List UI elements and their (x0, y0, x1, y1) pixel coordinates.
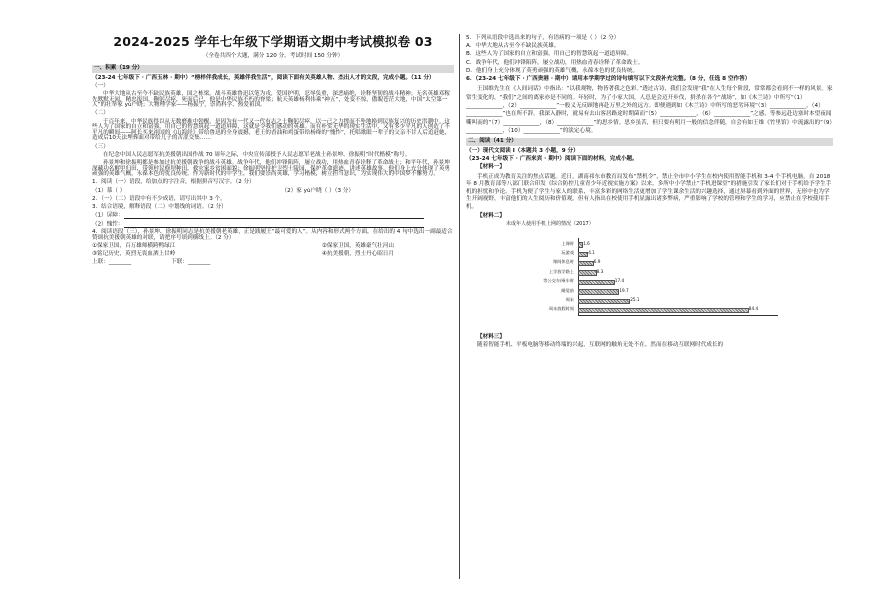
passage-1-label: （一） (92, 82, 109, 89)
chart-value-label: 6.9 (593, 259, 601, 265)
chart-bar (578, 308, 749, 313)
q1-blank-b[interactable]: （2）家 yù户晓（ ）（3 分） (281, 187, 354, 194)
q5-option-b[interactable]: B．这些人为了国家的自立和富强，用自己的智慧筑起一道道屏障。 (466, 51, 633, 58)
left-column (92, 36, 454, 269)
q3a-label: （1）屏障： (92, 212, 124, 219)
q4-upper-couplet[interactable]: 上联：________ (92, 259, 132, 266)
section-heading-accumulation: 一、积累（19 分） (92, 65, 454, 73)
material-1-label: 【材料一】 (477, 164, 505, 171)
q3a-answer-line[interactable] (124, 213, 424, 219)
page-title: 2024-2025 学年七年级下学期语文期中考试模拟卷 03 (113, 34, 433, 49)
chart-bar (578, 270, 597, 275)
q4-answer-row (92, 260, 454, 266)
chart-category-label: 睡觉前 (561, 287, 574, 293)
chart-bar (578, 280, 615, 285)
passage-3b: 孙景坤和徐振明都是参加过抗美援朝战争的战斗英雄。战争年代，他们冲锋陷阵，屡立战功，用热血青春诠释了革命战士；和平年代，孙景坤深藏功名解甲归田，带领村民修坝种田，救灾家乡贫困面貌；徐振明坚持护卫烈士陵园，保护革命遗迹，讲述英雄故事。他们身上充分体现了英勇顽强的英雄气概，永葆本色的优良传统。作为新时代的中学生，我们要崇尚英雄，学习楷模，树立担当意识，为实现伟大的中国梦不懈努力。 (92, 159, 451, 178)
question-intro: （23-24 七年级下 · 广西玉林 · 期中）“榜样伴我成长，英雄伴我生活”，阅读下面有关英雄人物、杰出人才的文段，完成小题。（11 分） (92, 74, 435, 81)
q4-options-row2 (92, 252, 454, 258)
question-3: 3．结合语境，解释语段（二）中划线的词语。（2 分） (92, 203, 227, 210)
q1-blank-a[interactable]: （1）慕（ ） (92, 187, 126, 194)
passage-2: 千百年来，中华民族得以从无数磨难中勃醒，是因为有一代又一代有志之士鞠躬尽瘁，以一己之力撑而不坠地换到民族复兴的历史洪潮中。这些人为了国家的自立和富强，用自己的智慧筑起一道道屏障，这就是令我们感动的英雄。而在朴实无华的现实生活中，又有多少平凡的人创造了不平凡的瞬间——阿长买来祖国的《山海经》带给鲁迅的全身震撼，老王的香油和鸡蛋带给杨绛的“愧怍”，托唱歌眼一辈子的父亲不甘人后追赶她，造成后10天法埋葬面对带给儿子的苦涩交集…… (92, 118, 451, 142)
chart-category-label: 上学放学路上 (548, 268, 574, 274)
q4-option-3: ③铭记历史，英烈无畏血洒上甘岭 (92, 251, 176, 258)
chart-category-label: 课间休息时 (553, 259, 574, 265)
chart-category-label: 周末放假时间 (548, 306, 574, 312)
chart-title: 未成年人使用手机上网的情况（2017） (506, 221, 594, 228)
chart-value-label: 84.4 (748, 306, 759, 312)
passage-3a: 在纪念中国人民志愿军抗美援朝出国作战 70 周年之际，中央宣传部授予人民志愿军老战士孙景坤、徐振明“时代楷模”称号。 (103, 151, 411, 158)
passage-3-label: （三） (92, 143, 109, 150)
question-4: 4．阅读语段（三），孙景坤、徐振明同志是抗美援朝老英雄，正是践履王“最可爱的人”。从内容和形式两个方面，在给出的 4 句中选出一副最适合赞颂抗美援朝英雄的对联，请把序号填到横线上。（2 分） (92, 229, 453, 241)
q5-option-a[interactable]: A．中华大地从古至今不缺民族英雄。 (466, 43, 560, 50)
passage-2-label: （二） (92, 110, 109, 117)
chart-bar (578, 261, 594, 266)
reading-part-1-intro: （23-24 七年级下 · 广西来宾 · 期中）阅读下面的材料，完成小题。 (466, 156, 638, 163)
chart-y-axis (578, 238, 579, 316)
question-1: 1．阅读（一）语段，给加点的字注音，根据拼音写汉字。（2 分） (92, 179, 255, 186)
chart-value-label: 19.7 (619, 287, 629, 293)
material-2-label: 【材料二】 (477, 212, 505, 219)
usage-bar-chart (506, 222, 786, 332)
chart-value-label: 17.4 (614, 278, 625, 284)
chart-category-label: 玩游戏 (561, 250, 574, 256)
right-column (466, 36, 833, 352)
chart-value-label: 4.1 (588, 250, 595, 256)
q4-option-2: ②保家卫国，英雄豪气壮河山 (321, 243, 394, 250)
question-6: 6．（23-24 七年级下 · 广西贵港 · 期中）请用本学期学过的诗句填写以下文段补充完整。（8 分，任选 8 空作答） (466, 75, 751, 82)
q3-item-a[interactable] (92, 213, 454, 219)
question-2: 2．（一）（二）语段中有不少成语，请写出其中 3 个。 (92, 195, 226, 202)
chart-value-label: 8.3 (596, 268, 604, 274)
question-5: 5．下列从语段中选出来的句子，有语病的一项是（ ）（2 分） (466, 35, 620, 41)
q4-option-1: ①保家卫国，百万雄师横跨鸭绿江 (92, 243, 176, 250)
q3b-label: （2）愧怍： (92, 221, 124, 228)
chart-bar (578, 289, 619, 294)
q3-item-b[interactable] (92, 222, 454, 228)
chart-value-label: 25.1 (630, 297, 640, 303)
question-6-text: 王国维先生在《人间词话》中指出：“以我观物，物皆著我之色彩。”透过古诗，我们会发现“我”在人生每个阶段，常常都会看到不一样的风景。家常生变化的，“我们”之间的离家亦是不同的。年轻时，为了小家大国，人总是会迈开步伐，拼杀在各个“战场”，如《木兰诗》中所写“（1）_____________，（2）_____________”一般义无反顾地再赴万里之外的远方。即便遇到如《木兰诗》中所写的恶劣环境“（3）_____________，（4）_____________”也在所不辞。我深入静时，就易有去山客居路途时期菌而“（5）_____________，（6）_____________”之感，等参远赴边塞时本望夜闻嘶叫而的“（7）_____________，（8）_____________”的思乡情。思乡虽苦，但只要有明月一般的信念伴随，自会有如王维《竹里馆》中流露出的“（9）_____________，（10）_____________”的淡定心境。 (466, 86, 833, 135)
section-heading-reading: 二、阅读（41 分） (466, 138, 833, 146)
reading-part-1: （一）现代文阅读 I（本题共 3 小题，9 分） (466, 148, 579, 155)
chart-category-label: 周末 (565, 297, 574, 303)
q3b-answer-line[interactable] (124, 222, 424, 228)
material-1-text: 手机正成为教育关注的焦点话题。近日，湖南祁东市教育局发布“禁机令”，禁止全市中小学生在校内使用智能手机和 3-4 个手机电脑。自 2018 年 8 月教育部等八部门联合印发《综合防控儿童青少年近视实施方案》以来，多所中小学禁止“手机进课堂”的措施引发了家长们对于手机给予学生手机的担忧和争论。手机为便了学生与家人的联系，丰富多彩的网络生活更增加了学生课余生活的兴趣选择，通过屏幕看到外面的世界，无形中也为学生开阔视野，丰富他们的人生阅历和价值观。但有人指出在校使用手机显露出诸多弊病，严重影响了学校的管理和学生的学习，应禁止在学校使用手机。 (466, 173, 832, 210)
q4-option-4: ④抗美援朝，烈士丹心昭日月 (321, 251, 394, 258)
exam-info: （全卷共四个大题，满分 120 分，考试时间 150 分钟） (202, 52, 344, 59)
chart-category-label: 上课时 (561, 240, 574, 246)
column-divider (459, 34, 460, 579)
q5-option-c[interactable]: C．战争年代，他们冲锋陷阵，屡立战功，用热血青春诠释了革命战士。 (466, 59, 644, 66)
q4-lower-couplet[interactable]: 下联：________ (171, 259, 211, 266)
chart-bar (578, 299, 630, 304)
material-3-label: 【材料三】 (477, 334, 505, 341)
chart-x-axis (578, 315, 778, 316)
material-3-text: 随着智能手机、平板电脑等移动终端的兴起，互联网的触角无处不在。然而在移动互联网时代成长的 (477, 342, 724, 349)
chart-category-label: 等公交车/乘车时 (543, 278, 574, 284)
q4-options-row1 (92, 244, 454, 250)
chart-value-label: 1.6 (583, 240, 590, 246)
passage-1: 中华大地从古至今不缺民族英雄，国之栋梁。战斗英雄鲁迅以笔为戎，爱国护明，忍辱负重，深恶痛绝，诠释坚韧的战斗精神；无名英雄邓稼先默默无闻，精忠报国，鞠躬尽瘁，死而后已，他是中华民族不朽的脊梁；航天英雄杨利伟乘“神五”，处变不惊，傲睨苍茫大地，中国“太空第一人”的壮举家 yù户晓；大物理学家——杨振宁，崇尚科学、热爱祖国。 (92, 91, 450, 109)
q5-option-d[interactable]: D．他们身上充分体现了英勇顽强的英雄气概，永葆本色的优良传统。 (466, 67, 639, 74)
question-1-blanks (92, 189, 454, 195)
chart-bar (578, 252, 588, 257)
